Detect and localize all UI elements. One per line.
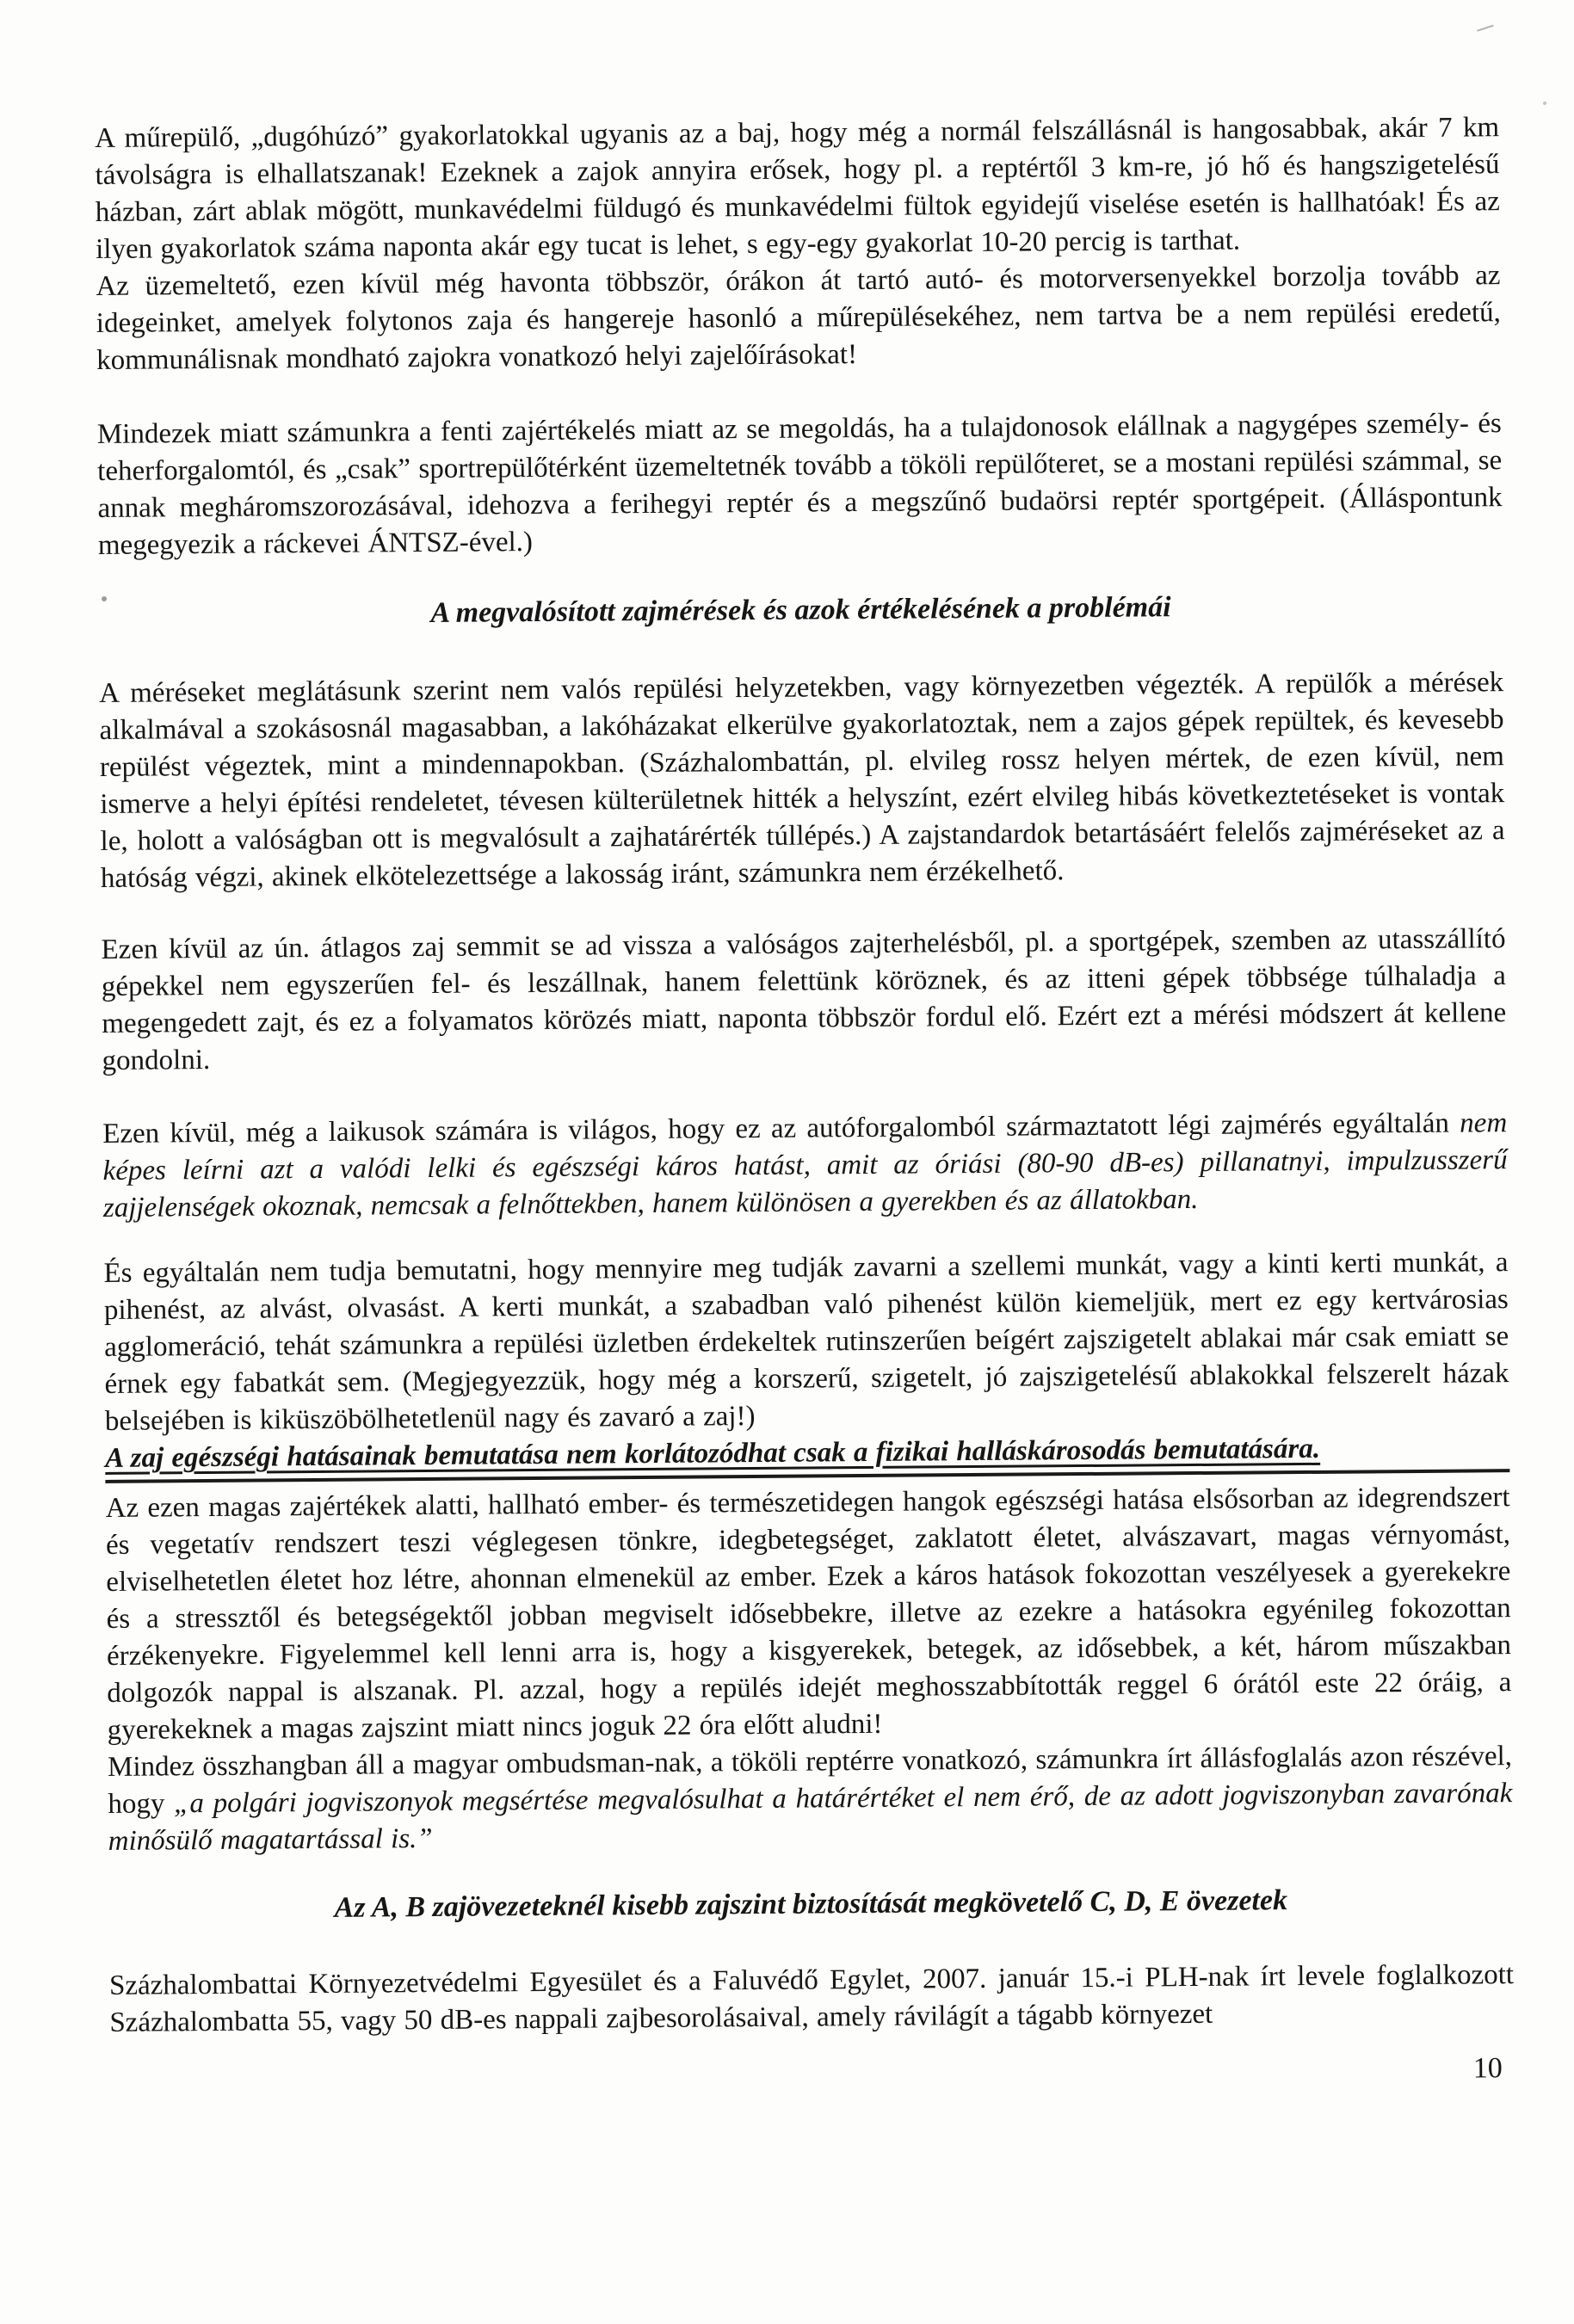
paragraph-text: Az ezen magas zajértékek alatti, hallható ember- és természetidegen hangok egészségi hatása elsősorban az idegrendszert és vegetatív rendszert teszi véglegesen tönkre, idegbetegséget, zaklatott életet, alvászavart, magas vérnyomást, elviselhetetlen életet hoz létre, ahonnan elmenekül az ember. Ezek a káros hatások fokozottan veszélyesek a gyerekekre és a stressztől és betegségektől jobban megviselt idősebbekre, illetve az ezekre a hatásokra egyénileg fokozottan érzékenyekre. Figyelemmel kell lenni arra is, hogy a kisgyerekek, betegek, az idősebbek, a két, három műszakban dolgozók nappal is alszanak. Pl. azzal, hogy a repülés idejét meghosszabbították reggel 6 órától este 22 óráig, a gyerekeknek a magas zajszint miatt nincs joguk 22 óra előtt aludni! [105, 1482, 1512, 1746]
section-heading-noise-zones [108, 1880, 1513, 1928]
page-number: 10 [1472, 2052, 1503, 2085]
paragraph-text: Ezen kívül, még a laikusok számára is világos, hogy ez az autóforgalomból származtatott légi zajmérés egyáltalán [102, 1107, 1460, 1150]
scan-artifact-top-right [1473, 15, 1493, 31]
paragraph-text: Az üzemeltető, ezen kívül még havonta többször, órákon át tartó autó- és motorversenyekkel borzolja tovább az idegeinket, amelyek folytonos zaja és hangereje hasonló a műrepülésekéhez, nem tartva be a nem repülési eredetű, kommunálisnak mondható zajokra vonatkozó helyi zajelőírásokat! [96, 260, 1501, 376]
paragraph-aerobatics-noise [95, 109, 1500, 268]
paragraph-sport-airport-objection [97, 405, 1503, 564]
paragraph-szazhalombatta-letter [109, 1957, 1515, 2042]
paragraph-text: A méréseket meglátásunk szerint nem valós repülési helyzetekben, vagy környezetben végezték. A repülők a mérések alkalmával a szokásosnál magasabban, a lakóházakat elkerülve gyakorlatoztak, nem a zajos gépek repültek, és kevesebb repülést végeztek, mint a mindennapokban. (Százhalombattán, pl. elvileg rossz helyen mértek, de ezen kívül, nem ismerve a helyi építési rendeletet, tévesen külterületnek hitték a helyszínt, ezért elvileg hibás következtetéseket is vontak le, holott a valóságban ott is megvalósult a zajhatárérték túllépés.) A zajstandardok betartásáért felelős zajméréseket az a hatóság végzi, akinek elkötelezettsége a lakosság iránt, számunkra nem érzékelhető. [99, 667, 1505, 894]
paragraph-text: Ezen kívül az ún. átlagos zaj semmit se ad vissza a valóságos zajterhelésből, pl. a sportgépek, szemben az utasszállító gépekkel nem egyszerűen fel- és leszállnak, hanem felettünk köröznek, és az itteni gépek többsége túlhaladja a megengedett zajt, és ez a folyamatos körözés miatt, naponta többször fordul elő. Ezért ezt a mérési módszert át kellene gondolni. [101, 923, 1507, 1076]
paragraph-text: Mindezek miatt számunkra a fenti zajértékelés miatt az se megoldás, ha a tulajdonosok elállnak a nagygépes személy- és teherforgalomtól, és „csak” sportrepülőtérként üzemeltetnék tovább a tököli repülőteret, se a mostani repülési számmal, se annak megháromszorozásával, idehozva a ferihegyi reptér és a megszűnő budaörsi reptér sportgépeit. (Álláspontunk megegyezik a ráckevei ÁNTSZ-ével.) [96, 408, 1503, 561]
heading-text: Az A, B zajövezeteknél kisebb zajszint biztosítását megkövetelő C, D, E övezetek [334, 1884, 1288, 1924]
paragraph-health-damage-details [106, 1479, 1512, 1749]
scan-artifact-dot [1543, 102, 1546, 105]
paragraph-garden-suburb-disturbance [103, 1244, 1509, 1440]
paragraph-measurement-criticism [99, 664, 1505, 897]
paragraph-ombudsman-statement [108, 1738, 1513, 1860]
heading-text: A megvalósított zajmérések és azok értékelésének a problémái [430, 591, 1171, 629]
paragraph-text-italic: nem képes leírni azt a valódi lelki és egészségi káros hatást, amit az óriási (80-90 dB-es) pillanatnyi, impulzusszerű zajjelenségek okoznak, nemcsak a felnőttekben, hanem különösen a gyerekben és az állatokban. [102, 1107, 1508, 1224]
paragraph-operator-motor-races [96, 257, 1501, 379]
paragraph-text: Mindez összhangban áll a magyar ombudsman-nak, a tököli reptérre vonatkozó, számunkra írt állásfoglalás azon részével, hogy [107, 1741, 1513, 1820]
paragraph-average-noise-method [101, 921, 1506, 1080]
statement-text: A zaj egészségi hatásainak bemutatása nem korlátozódhat csak a fizikai halláskárosodás bemutatására. [105, 1433, 1321, 1474]
paragraph-text: A műrepülő, „dugóhúzó” gyakorlatokkal ugyanis az a baj, hogy még a normál felszállásnál is hangosabbak, akár 7 km távolságra is elhallatszanak! Ezeknek a zajok annyira erősek, hogy pl. a reptértől 3 km-re, jó hő és hangszigetelésű házban, zárt ablak mögött, munkavédelmi füldugó és munkavédelmi fültok egyidejű viselése esetén is hallhatóak! És az ilyen gyakorlatok száma naponta akár egy tucat is lehet, s egy-egy gyakorlat 10-20 percig is tarthat. [95, 112, 1500, 265]
section-heading-measurement-problems [98, 586, 1503, 634]
paragraph-text-italic: „a polgári jogviszonyok megsértése megvalósulhat a határértéket el nem érő, de az adott jogviszonyban zavarónak minősülő magatartással is.” [108, 1778, 1513, 1857]
paragraph-text: És egyáltalán nem tudja bemutatni, hogy mennyire meg tudják zavarni a szellemi munkát, vagy a kinti kerti munkát, a pihenést, az alvást, olvasást. A kerti munkát, a szabadban való pihenést külön kiemeljük, mert ez egy kertvárosias agglomeráció, tehát számunkra a repülési üzletben érdekeltek rutinszerűen beígért zajszigetelt ablakai már csak emiatt se érnek egy fabatkát sem. (Megjegyezzük, hogy még a korszerű, szigetelt, jó zajszigetelésű ablakokkal felszerelt házak belsejében is kiküszöbölhetetlenül nagy és zavaró a zaj!) [103, 1247, 1509, 1437]
paragraph-text: Százhalombattai Környezetvédelmi Egyesület és a Faluvédő Egylet, 2007. január 15.-i PLH-nak írt levele foglalkozott Százhalombatta 55, vagy 50 dB-es nappali zajbesorolásaival, amely rávilágít a tágabb környezet [108, 1959, 1515, 2038]
letter-body [95, 109, 1515, 2098]
paragraph-impulse-noise-effects [102, 1105, 1508, 1227]
